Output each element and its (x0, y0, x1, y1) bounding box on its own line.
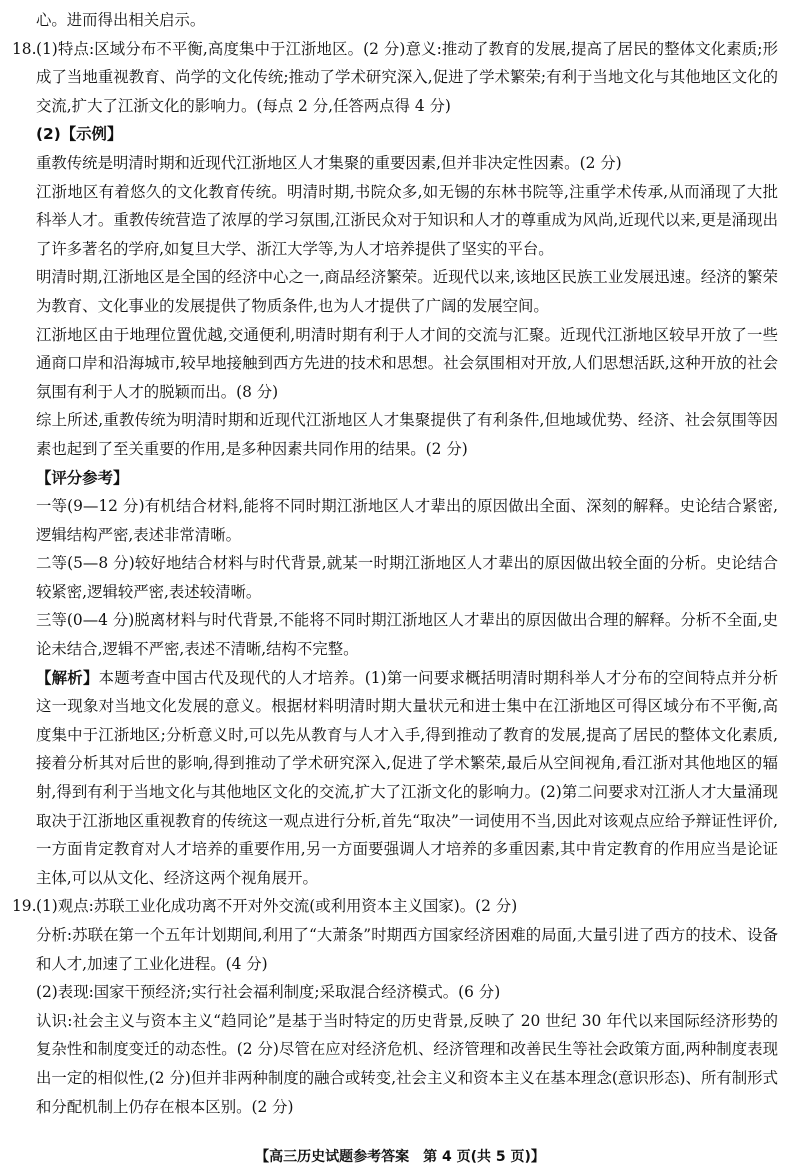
analysis-text: 本题考查中国古代及现代的人才培养。(1)第一问要求概括明清时期科举人才分布的空间特点并分析这一现象对当地文化发展的意义。根据材料明清时期大量状元和进士集中在江浙地区可得区域分布不平衡,高度集中于江浙地区;分析意义时,可以先从教育与人才入手,得到推动了教育的发展,提高了居民的整体文化素质,接着分析其对后世的影响,得到推动了学术研究深入,促进了学术繁荣,最后从空间视角,看江浙对其他地区的辐射,得到有利于当地文化与其他地区文化的交流,扩大了江浙文化的影响力。(2)第二问要求对江浙人才大量涌现取决于江浙地区重视教育的传统这一观点进行分析,首先“取决”一词使用不当,因此对该观点应给予辩证性评价,一方面肯定教育对人才培养的重要作用,另一方面要强调人才培养的多重因素,其中肯定教育的作用应当是论证主体,可以从文化、经济这两个视角展开。 (36, 668, 778, 887)
question-18 (12, 35, 778, 893)
q18-part1-answer: (1)特点:区域分布不平衡,高度集中于江浙地区。(2 分)意义:推动了教育的发展,提高了居民的整体文化素质;形成了当地重视教育、尚学的文化传统;推动了学术研究深入,促进了学术繁荣;有利于当地文化与其他地区文化的交流,扩大了江浙文化的影响力。(每点 2 分,任答两点得 4 分) (36, 39, 778, 115)
q18-part2-label: (2)【示例】 (36, 125, 123, 144)
rubric-grade-1: 一等(9—12 分)有机结合材料,能将不同时期江浙地区人才辈出的原因做出全面、深刻的解释。史论结合紧密,逻辑结构严密,表述非常清晰。 (36, 497, 778, 544)
q18-paragraph: 明清时期,江浙地区是全国的经济中心之一,商品经济繁荣。近现代以来,该地区民族工业发展迅速。经济的繁荣为教育、文化事业的发展提供了物质条件,也为人才提供了广阔的发展空间。 (36, 268, 778, 315)
page-content (12, 6, 778, 1121)
analysis-label: 【解析】 (36, 668, 99, 687)
question-number: 19. (12, 897, 37, 916)
q18-paragraph: 江浙地区由于地理位置优越,交通便利,明清时期有利于人才间的交流与汇聚。近现代江浙地区较早开放了一些通商口岸和沿海城市,较早地接触到西方先进的技术和思想。社会氛围相对开放,人们思想活跃,这种开放的社会氛围有利于人才的脱颖而出。(8 分) (36, 325, 778, 401)
q19-analysis: 分析:苏联在第一个五年计划期间,利用了“大萧条”时期西方国家经济困难的局面,大量引进了西方的技术、设备和人才,加速了工业化进程。(4 分) (36, 926, 778, 973)
q19-part2-answer: (2)表现:国家干预经济;实行社会福利制度;采取混合经济模式。(6 分) (36, 983, 501, 1002)
q18-thesis: 重教传统是明清时期和近现代江浙地区人才集聚的重要因素,但并非决定性因素。(2 分) (36, 153, 622, 172)
continued-line: 心。进而得出相关启示。 (36, 11, 206, 29)
analysis-paragraph (36, 664, 778, 893)
q19-understanding: 认识:社会主义与资本主义“趋同论”是基于当时特定的历史背景,反映了 20 世纪 30 年代以来国际经济形势的复杂性和制度变迁的动态性。(2 分)尽管在应对经济危机、经济管理和改善民生等社会政策方面,两种制度表现出一定的相似性,(2 分)但并非两种制度的融合或转变,社会主义和资本主义在基本理念(意识形态)、所有制形式和分配机制上仍存在根本区别。(2 分) (36, 1011, 778, 1116)
rubric-grade-2: 二等(5—8 分)较好地结合材料与时代背景,就某一时期江浙地区人才辈出的原因做出较全面的分析。史论结合较紧密,逻辑较严密,表述较清晰。 (36, 554, 778, 601)
question-19 (12, 892, 778, 1121)
q18-paragraph: 江浙地区有着悠久的文化教育传统。明清时期,书院众多,如无锡的东林书院等,注重学术传承,从而涌现了大批科举人才。重教传统营造了浓厚的学习氛围,江浙民众对于知识和人才的尊重成为风尚,近现代以来,更是涌现出了许多著名的学府,如复旦大学、浙江大学等,为人才培养提供了坚实的平台。 (36, 182, 778, 258)
page-footer: 【高三历史试题参考答案 第 4 页(共 5 页)】 (255, 1149, 545, 1165)
q19-part1-answer: (1)观点:苏联工业化成功离不开对外交流(或利用资本主义国家)。(2 分) (36, 897, 518, 916)
rubric-label: 【评分参考】 (36, 468, 129, 487)
question-number: 18. (12, 39, 37, 58)
q18-conclusion: 综上所述,重教传统为明清时期和近现代江浙地区人才集聚提供了有利条件,但地域优势、经济、社会氛围等因素也起到了至关重要的作用,是多种因素共同作用的结果。(2 分) (36, 411, 778, 458)
rubric-grade-3: 三等(0—4 分)脱离材料与时代背景,不能将不同时期江浙地区人才辈出的原因做出合理的解释。分析不全面,史论未结合,逻辑不严密,表述不清晰,结构不完整。 (36, 611, 778, 659)
